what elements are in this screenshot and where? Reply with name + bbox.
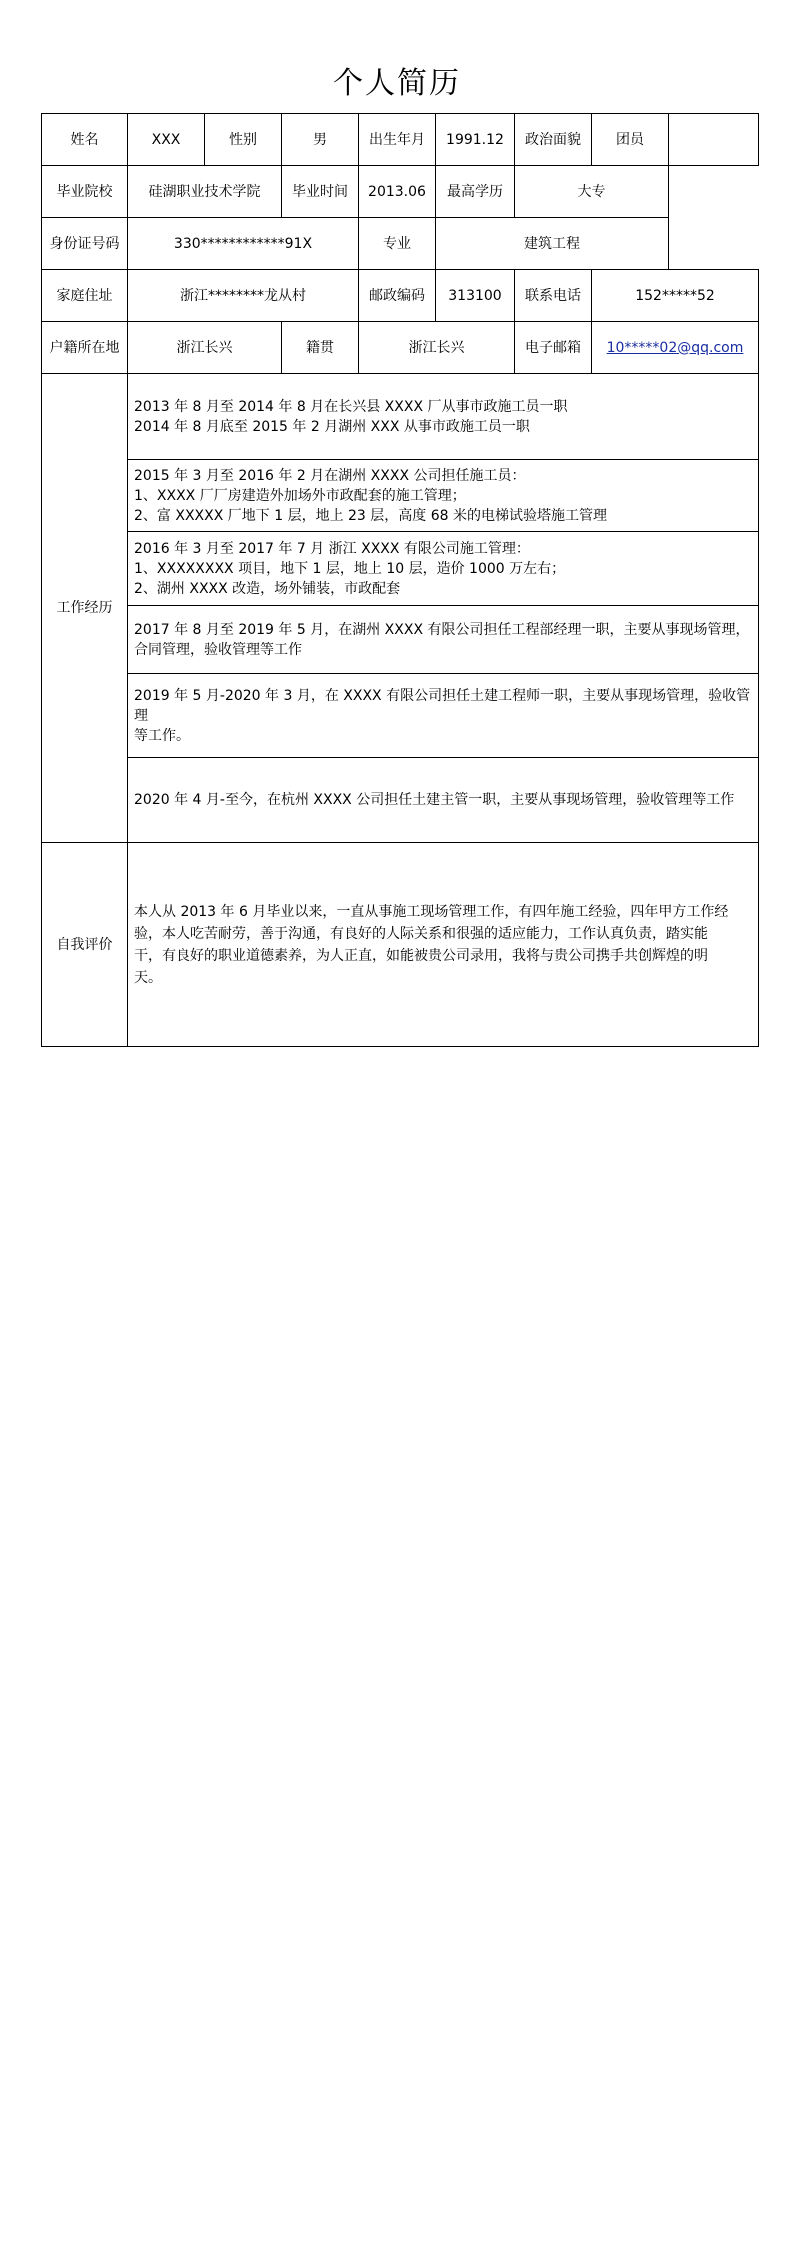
experience-label: 工作经历 (41, 373, 128, 843)
gender-value: 男 (281, 113, 359, 166)
birth-label: 出生年月 (358, 113, 436, 166)
phone-value: 152*****52 (591, 269, 759, 322)
political-value: 团员 (591, 113, 669, 166)
self-eval-label: 自我评价 (41, 842, 128, 1047)
hukou-label: 户籍所在地 (41, 321, 128, 374)
phone-label: 联系电话 (514, 269, 592, 322)
gradtime-label: 毕业时间 (281, 165, 359, 218)
postcode-value: 313100 (435, 269, 515, 322)
experience-entry: 2015 年 3 月至 2016 年 2 月在湖州 XXXX 公司担任施工员： 1、XXXX 厂厂房建造外加场外市政配套的施工管理； 2、富 XXXXX 厂地下 1 层，地上 23 层，高度 68 米的电梯试验塔施工管理 (127, 459, 759, 532)
native-label: 籍贯 (281, 321, 359, 374)
name-label: 姓名 (41, 113, 128, 166)
school-value: 硅湖职业技术学院 (127, 165, 282, 218)
degree-value: 大专 (514, 165, 669, 218)
email-label: 电子邮箱 (514, 321, 592, 374)
birth-value: 1991.12 (435, 113, 515, 166)
self-eval-text: 本人从 2013 年 6 月毕业以来，一直从事施工现场管理工作，有四年施工经验，四年甲方工作经 验，本人吃苦耐劳，善于沟通，有良好的人际关系和很强的适应能力，工作认真负责，踏实能 干，有良好的职业道德素养，为人正直，如能被贵公司录用，我将与贵公司携手共创辉煌的明 天。 (127, 842, 759, 1047)
blank-cell (668, 113, 759, 166)
page-title: 个人简历 (333, 66, 461, 101)
gradtime-value: 2013.06 (358, 165, 436, 218)
address-label: 家庭住址 (41, 269, 128, 322)
school-label: 毕业院校 (41, 165, 128, 218)
id-label: 身份证号码 (41, 217, 128, 270)
experience-entry: 2017 年 8 月至 2019 年 5 月，在湖州 XXXX 有限公司担任工程部经理一职，主要从事现场管理， 合同管理，验收管理等工作 (127, 605, 759, 674)
email-link[interactable]: 10*****02@qq.com (606, 339, 744, 356)
postcode-label: 邮政编码 (358, 269, 436, 322)
gender-label: 性别 (204, 113, 282, 166)
degree-label: 最高学历 (435, 165, 515, 218)
political-label: 政治面貌 (514, 113, 592, 166)
email-value (591, 321, 759, 374)
experience-entry: 2016 年 3 月至 2017 年 7 月 浙江 XXXX 有限公司施工管理： 1、XXXXXXXX 项目，地下 1 层，地上 10 层，造价 1000 万左右； 2、湖州 XXXX 改造，场外铺装，市政配套 (127, 531, 759, 606)
address-value: 浙江********龙从村 (127, 269, 359, 322)
experience-entry: 2013 年 8 月至 2014 年 8 月在长兴县 XXXX 厂从事市政施工员一职 2014 年 8 月底至 2015 年 2 月湖州 XXX 从事市政施工员一职 (127, 373, 759, 460)
name-value: XXX (127, 113, 205, 166)
id-value: 330************91X (127, 217, 359, 270)
experience-entry: 2019 年 5 月-2020 年 3 月，在 XXXX 有限公司担任土建工程师一职，主要从事现场管理，验收管理 等工作。 (127, 673, 759, 758)
major-label: 专业 (358, 217, 436, 270)
hukou-value: 浙江长兴 (127, 321, 282, 374)
experience-entry: 2020 年 4 月-至今，在杭州 XXXX 公司担任土建主管一职，主要从事现场管理，验收管理等工作 (127, 757, 759, 843)
major-value: 建筑工程 (435, 217, 669, 270)
native-value: 浙江长兴 (358, 321, 515, 374)
